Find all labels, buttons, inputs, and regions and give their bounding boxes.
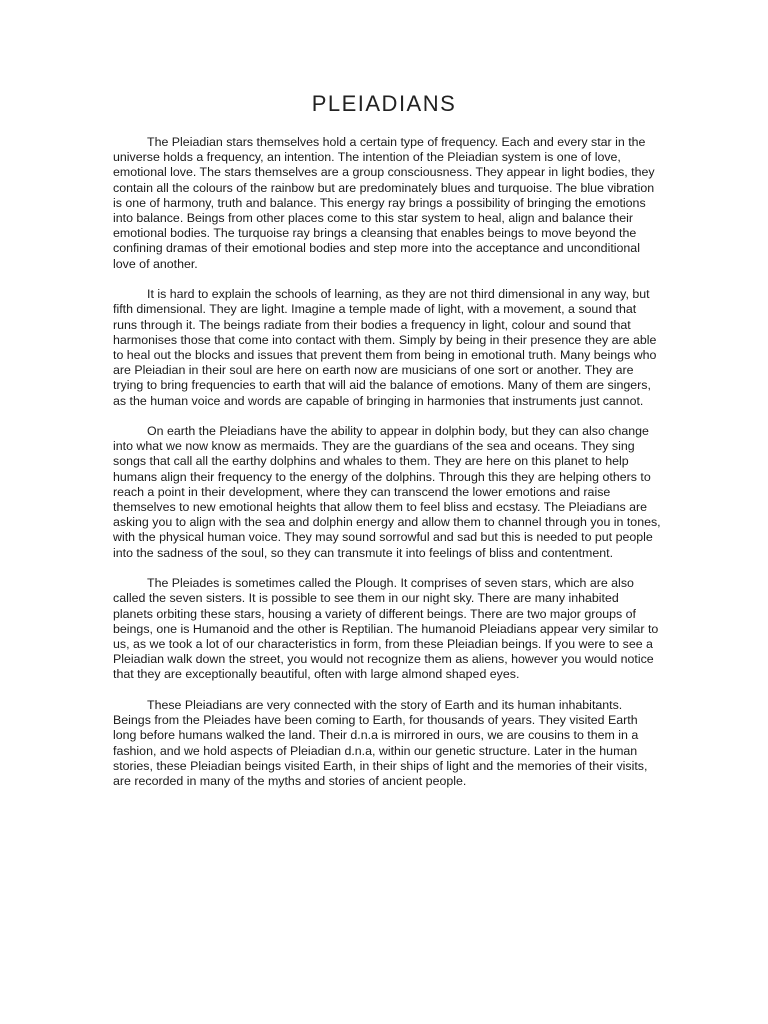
page-title: PLEIADIANS [311,91,457,116]
document-body [113,135,661,804]
paragraph-4: The Pleiades is sometimes called the Plough. It comprises of seven stars, which are also called the seven sisters. It is possible to see them in our night sky. There are many inhabited planets orbiting these stars, housing a variety of different beings. There are two major groups of beings, one is Humanoid and the other is Reptilian. The humanoid Pleiadians appear very similar to us, as we took a lot of our characteristics in form, from these Pleiadian beings. If you were to see a Pleiadian walk down the street, you would not recognize them as aliens, however you would notice that they are exceptionally beautiful, often with large almond shaped eyes. [113,576,659,682]
paragraph-2: It is hard to explain the schools of learning, as they are not third dimensional in any way, but fifth dimensional. They are light. Imagine a temple made of light, with a movement, a sound that runs through it. The beings radiate from their bodies a frequency in light, colour and sound that harmonises those that come into contact with them. Simply by being in their presence they are able to heal out the blocks and issues that prevent them from being in emotional truth. Many beings who are Pleiadian in their soul are here on earth now are musicians of one sort or another. They are trying to bring frequencies to earth that will aid the balance of emotions. Many of them are singers, as the human voice and words are capable of bringing in harmonies that instruments just cannot. [113,287,657,408]
paragraph-5: These Pleiadians are very connected with the story of Earth and its human inhabitants. Beings from the Pleiades have been coming to Earth, for thousands of years. They visited Earth long before humans walked the land. Their d.n.a is mirrored in ours, we are cousins to them in a fashion, and we hold aspects of Pleiadian d.n.a, within our genetic structure. Later in the human stories, these Pleiadian beings visited Earth, in their ships of light and the memories of their visits, are recorded in many of the myths and stories of ancient people. [113,697,648,788]
paragraph-3: On earth the Pleiadians have the ability to appear in dolphin body, but they can also change into what we now know as mermaids. They are the guardians of the sea and oceans. They sing songs that call all the earthy dolphins and whales to them. They are here on this planet to help humans align their frequency to the energy of the dolphins. Through this they are helping others to reach a point in their development, where they can transcend the lower emotions and raise themselves to new emotional heights that allow them to feel bliss and ecstasy. The Pleiadians are asking you to align with the sea and dolphin energy and allow them to channel through you in tones, with the physical human voice. They may sound sorrowful and sad but this is needed to put people into the sadness of the soul, so they can transmute it into feelings of bliss and contentment. [113,424,661,560]
paragraph-1: The Pleiadian stars themselves hold a certain type of frequency. Each and every star in the universe holds a frequency, an intention. The intention of the Pleiadian system is one of love, emotional love. The stars themselves are a group consciousness. They appear in light bodies, they contain all the colours of the rainbow but are predominately blues and turquoise. The blue vibration is one of harmony, truth and balance. This energy ray brings a possibility of bringing the emotions into balance. Beings from other places come to this star system to heal, align and balance their emotional bodies. The turquoise ray brings a cleansing that enables beings to move beyond the confining dramas of their emotional bodies and step more into the acceptance and unconditional love of another. [113,135,655,271]
